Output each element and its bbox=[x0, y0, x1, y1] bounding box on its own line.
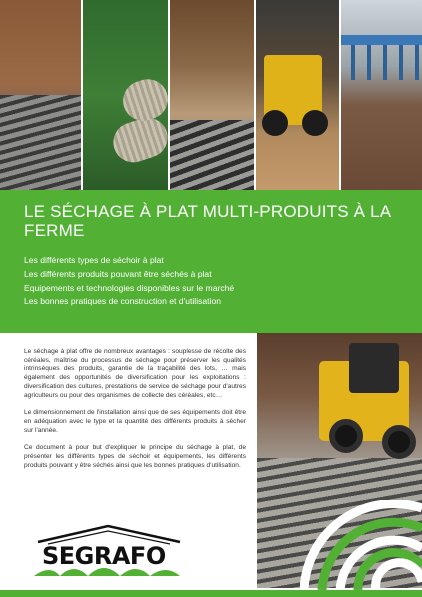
intro-text bbox=[24, 348, 246, 479]
grain-floor-photo bbox=[0, 0, 81, 190]
logo-wordmark: SEGRAFO bbox=[42, 542, 166, 570]
perforated-drying-floor-photo bbox=[170, 0, 253, 190]
green-ventilation-duct-photo bbox=[83, 0, 168, 190]
title-banner bbox=[0, 190, 422, 333]
topic-item: Les bonnes pratiques de construction et d'utilisation bbox=[24, 296, 222, 307]
intro-paragraph: Ce document à pour but d'expliquer le principe du séchage à plat, de présenter les différents types de séchoir et équipements, les différents produits pouvant y être séchés ainsi que les bonnes pratiques d'utilisation. bbox=[24, 444, 246, 469]
footer-bar bbox=[0, 590, 422, 597]
topic-item: Les différents types de séchoir à plat bbox=[24, 255, 164, 265]
topic-list bbox=[24, 254, 422, 309]
segrafo-logo bbox=[30, 520, 190, 580]
screw-stirrer-photo bbox=[341, 0, 422, 190]
photo-strip bbox=[0, 0, 422, 190]
topic-item: Equipements et technologies disponibles sur le marché bbox=[24, 282, 235, 293]
telehandler-in-barn-photo bbox=[256, 0, 339, 190]
document-title: LE SÉCHAGE À PLAT MULTI-PRODUITS À LA FERME bbox=[24, 202, 391, 240]
decorative-arcs bbox=[300, 500, 422, 590]
intro-paragraph: Le séchage à plat offre de nombreux avantages : souplesse de récolte des céréales, maîtrise du processus de séchage pour préserver les qualités intrinsèques des produits, garantie de la traçabilité des lots, … mais également des opportunités de diversification pour les exploitations : diversification des cultures, prestations de service de séchage pour d'autres agriculteurs ou pour des organismes de collecte des céréales, etc… bbox=[24, 348, 246, 399]
topic-item: Les différents produits pouvant être séchés à plat bbox=[24, 268, 212, 279]
intro-paragraph: Le dimensionnement de l'installation ainsi que de ses équipements doit être en adéquation avec le type et la quantité des différents produits à sécher sur l'année. bbox=[24, 409, 246, 434]
